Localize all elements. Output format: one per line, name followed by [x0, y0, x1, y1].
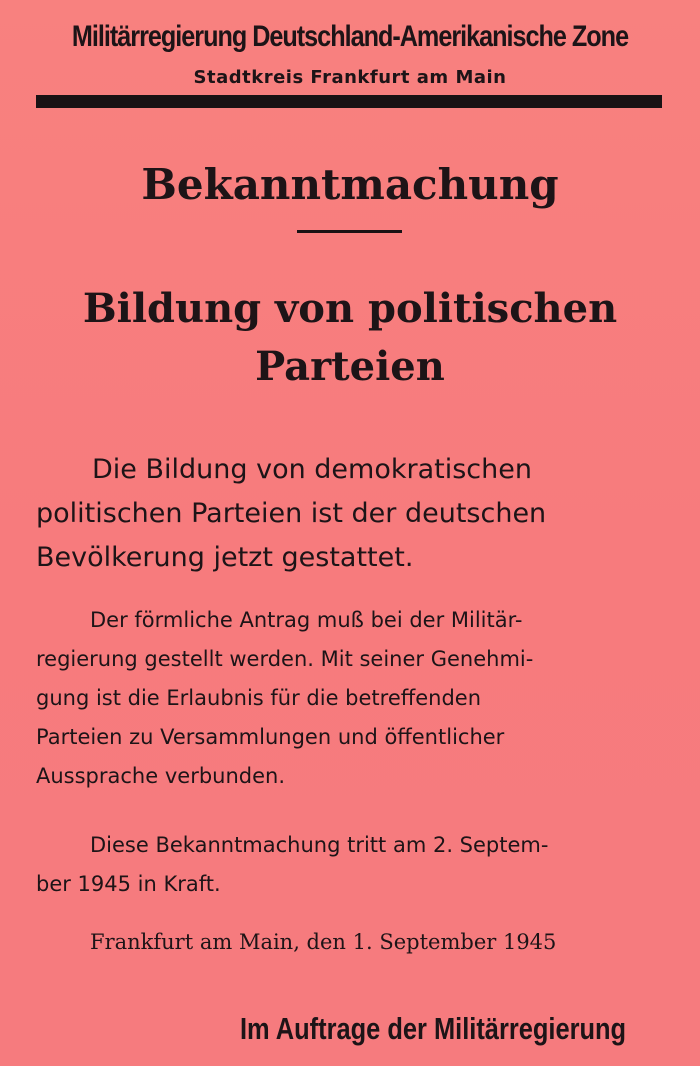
header-rule [36, 95, 662, 108]
paragraph-3 [36, 826, 662, 904]
paragraph-3-line: Diese Bekanntmachung tritt am 2. Septem- [90, 833, 549, 857]
paragraph-2-line: regierung gestellt werden. Mit seiner Genehmi- [36, 647, 534, 671]
subject-line-2: Parteien [255, 343, 445, 390]
place-date: Frankfurt am Main, den 1. September 1945 [90, 930, 557, 954]
paragraph-2-line: Aussprache verbunden. [36, 764, 286, 788]
paragraph-3-line: ber 1945 in Kraft. [36, 872, 221, 896]
authority-header: Militärregierung Deutschland-Amerikanische Zone [71, 20, 629, 53]
paragraph-1-line: Bevölkerung jetzt gestattet. [36, 542, 414, 573]
paragraph-2 [36, 601, 662, 796]
title-divider [297, 230, 402, 233]
signature: Im Auftrage der Militärregierung [240, 1011, 627, 1046]
notice-subject [0, 280, 700, 396]
paragraph-1-line: politischen Parteien ist der deutschen [36, 498, 547, 529]
paragraph-2-line: Der förmliche Antrag muß bei der Militär- [90, 608, 523, 632]
notice-title: Bekanntmachung [141, 160, 559, 209]
paragraph-1 [36, 448, 662, 580]
paragraph-1-line: Die Bildung von demokratischen [92, 454, 532, 485]
paragraph-2-line: Parteien zu Versammlungen und öffentlicher [36, 725, 505, 749]
paragraph-2-line: gung ist die Erlaubnis für die betreffenden [36, 686, 482, 710]
subject-line-1: Bildung von politischen [82, 285, 618, 332]
district-header: Stadtkreis Frankfurt am Main [193, 67, 507, 88]
